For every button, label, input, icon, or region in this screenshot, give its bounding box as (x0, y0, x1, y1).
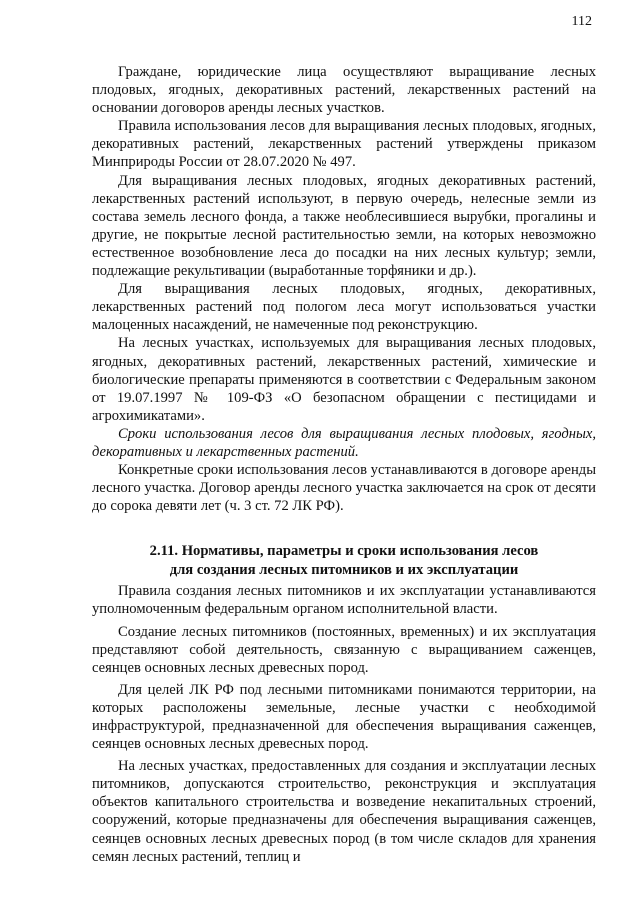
paragraph-lessee-rights: Граждане, юридические лица осуществляют выращивание лесных плодовых, ягодных, декоративных растений, лекарственных растений на основании договоров аренды лесных участков. (92, 64, 596, 117)
paragraph-nursery-construction: На лесных участках, предоставленных для создания и эксплуатации лесных питомников, допускаются строительство, реконструкция и эксплуатация объектов капитального строительства и возведение некапитальных строений, сооружений, которые предназначены для обеспечения выращивания саженцев, сеянцев основных лесных древесных пород (в том числе складов для хранения семян лесных растений, теплиц и (92, 758, 596, 865)
page-number: 112 (571, 14, 592, 29)
paragraph-lease-terms: Конкретные сроки использования лесов устанавливаются в договоре аренды лесного участка. Договор аренды лесного участка заключается на срок от десяти до сорока девяти лет (ч. 3 ст. 72 ЛК РФ). (92, 462, 596, 515)
paragraph-terms-subheading: Сроки использования лесов для выращивания лесных плодовых, ягодных, декоративных и лекарственных растений. (92, 425, 596, 460)
paragraph-under-canopy: Для выращивания лесных плодовых, ягодных, декоративных, лекарственных растений под пологом леса могут использоваться участки малоценных насаждений, не намеченные под реконструкцию. (92, 281, 596, 334)
paragraph-nursery-rules: Правила создания лесных питомников и их эксплуатации устанавливаются уполномоченным федеральным органом исполнительной власти. (92, 583, 596, 618)
paragraph-land-use: Для выращивания лесных плодовых, ягодных декоративных растений, лекарственных растений используют, в первую очередь, нелесные земли из состава земель лесного фонда, а также необлесившиеся вырубки, прогалины и другие, не покрытые лесной растительностью земли, на которых невозможно естественное возобновление леса до посадки на них лесных культур; земли, подлежащие рекультивации (выработанные торфяники и др.). (92, 172, 596, 280)
paragraph-nursery-definition: Для целей ЛК РФ под лесными питомниками понимаются территории, на которых расположены земельные, лесные участки с необходимой инфраструктурой, предназначенной для обеспечения выращивания саженцев, сеянцев основных лесных древесных пород. (92, 681, 596, 753)
section-heading-line-2: для создания лесных питомников и их эксплуатации (169, 562, 519, 579)
paragraph-nursery-creation: Создание лесных питомников (постоянных, временных) и их эксплуатация представляют собой деятельность, связанную с выращиванием саженцев, сеянцев основных лесных древесных пород. (92, 623, 596, 676)
page-body (92, 63, 596, 866)
section-heading-line-1: 2.11. Нормативы, параметры и сроки использования лесов (149, 543, 539, 560)
section-heading (92, 542, 596, 580)
paragraph-chemicals: На лесных участках, используемых для выращивания лесных плодовых, ягодных, декоративных растений, лекарственных растений, химические и биологические препараты применяются в соответствии с Федеральным законом от 19.07.1997 № 109-ФЗ «О безопасном обращении с пестицидами и агрохимикатами». (92, 335, 596, 424)
paragraph-rules-order: Правила использования лесов для выращивания лесных плодовых, ягодных, декоративных растений, лекарственных растений утверждены приказом Минприроды России от 28.07.2020 № 497. (92, 118, 596, 171)
